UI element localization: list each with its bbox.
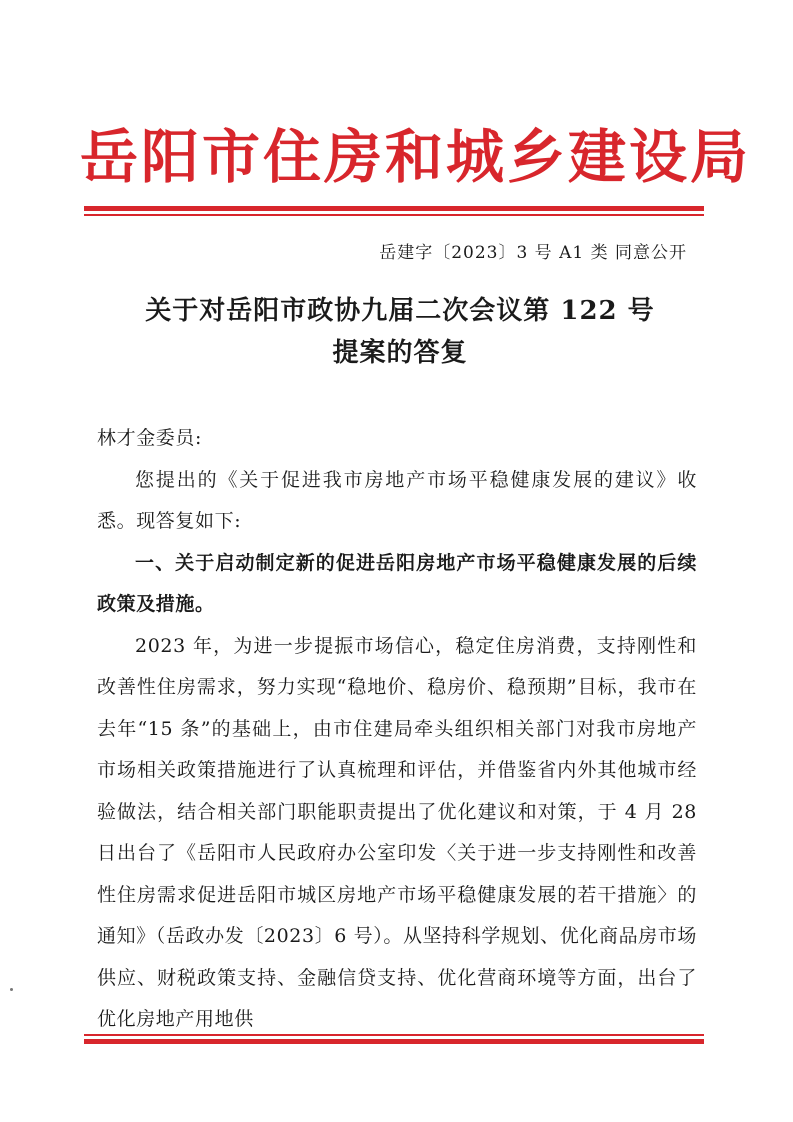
- document-title-line2: 提案的答复: [332, 338, 468, 368]
- footer-rule-thick: [84, 1039, 704, 1044]
- document-title-line1: 关于对岳阳市政协九届二次会议第 122 号: [145, 296, 655, 326]
- scan-speck: [10, 988, 13, 991]
- footer-rule-thin: [84, 1034, 704, 1036]
- letterhead-rule-thin: [84, 214, 704, 216]
- salutation: 林才金委员:: [97, 427, 203, 449]
- document-number: 岳建字〔2023〕3 号 A1 类 同意公开: [379, 243, 687, 263]
- document-body: [97, 418, 697, 1041]
- section1-paragraph: 2023 年，为进一步提振市场信心，稳定住房消费，支持刚性和改善性住房需求，努力实现“稳地价、稳房价、稳预期”目标，我市在去年“15 条”的基础上，由市住建局牵头组织相关部门对我市房地产市场相关政策措施进行了认真梳理和评估，并借鉴省内外其他城市经验做法，结合相关部门职能职责提出了优化建议和对策，于 4 月 28 日出台了《岳阳市人民政府办公室印发〈关于进一步支持刚性和改善性住房需求促进岳阳市城区房地产市场平稳健康发展的若干措施〉的通知》（岳政办发〔2023〕6 号）。从坚持科学规划、优化商品房市场供应、财税政策支持、金融信贷支持、优化营商环境等方面，出台了优化房地产用地供: [97, 634, 697, 1030]
- letterhead-rule-thick: [84, 206, 704, 211]
- section1-heading: 一、关于启动制定新的促进岳阳房地产市场平稳健康发展的后续政策及措施。: [97, 551, 697, 615]
- letterhead-title: 岳阳市住房和城乡建设局: [80, 123, 752, 191]
- intro-paragraph: 您提出的《关于促进我市房地产市场平稳健康发展的建议》收悉。现答复如下:: [97, 468, 697, 532]
